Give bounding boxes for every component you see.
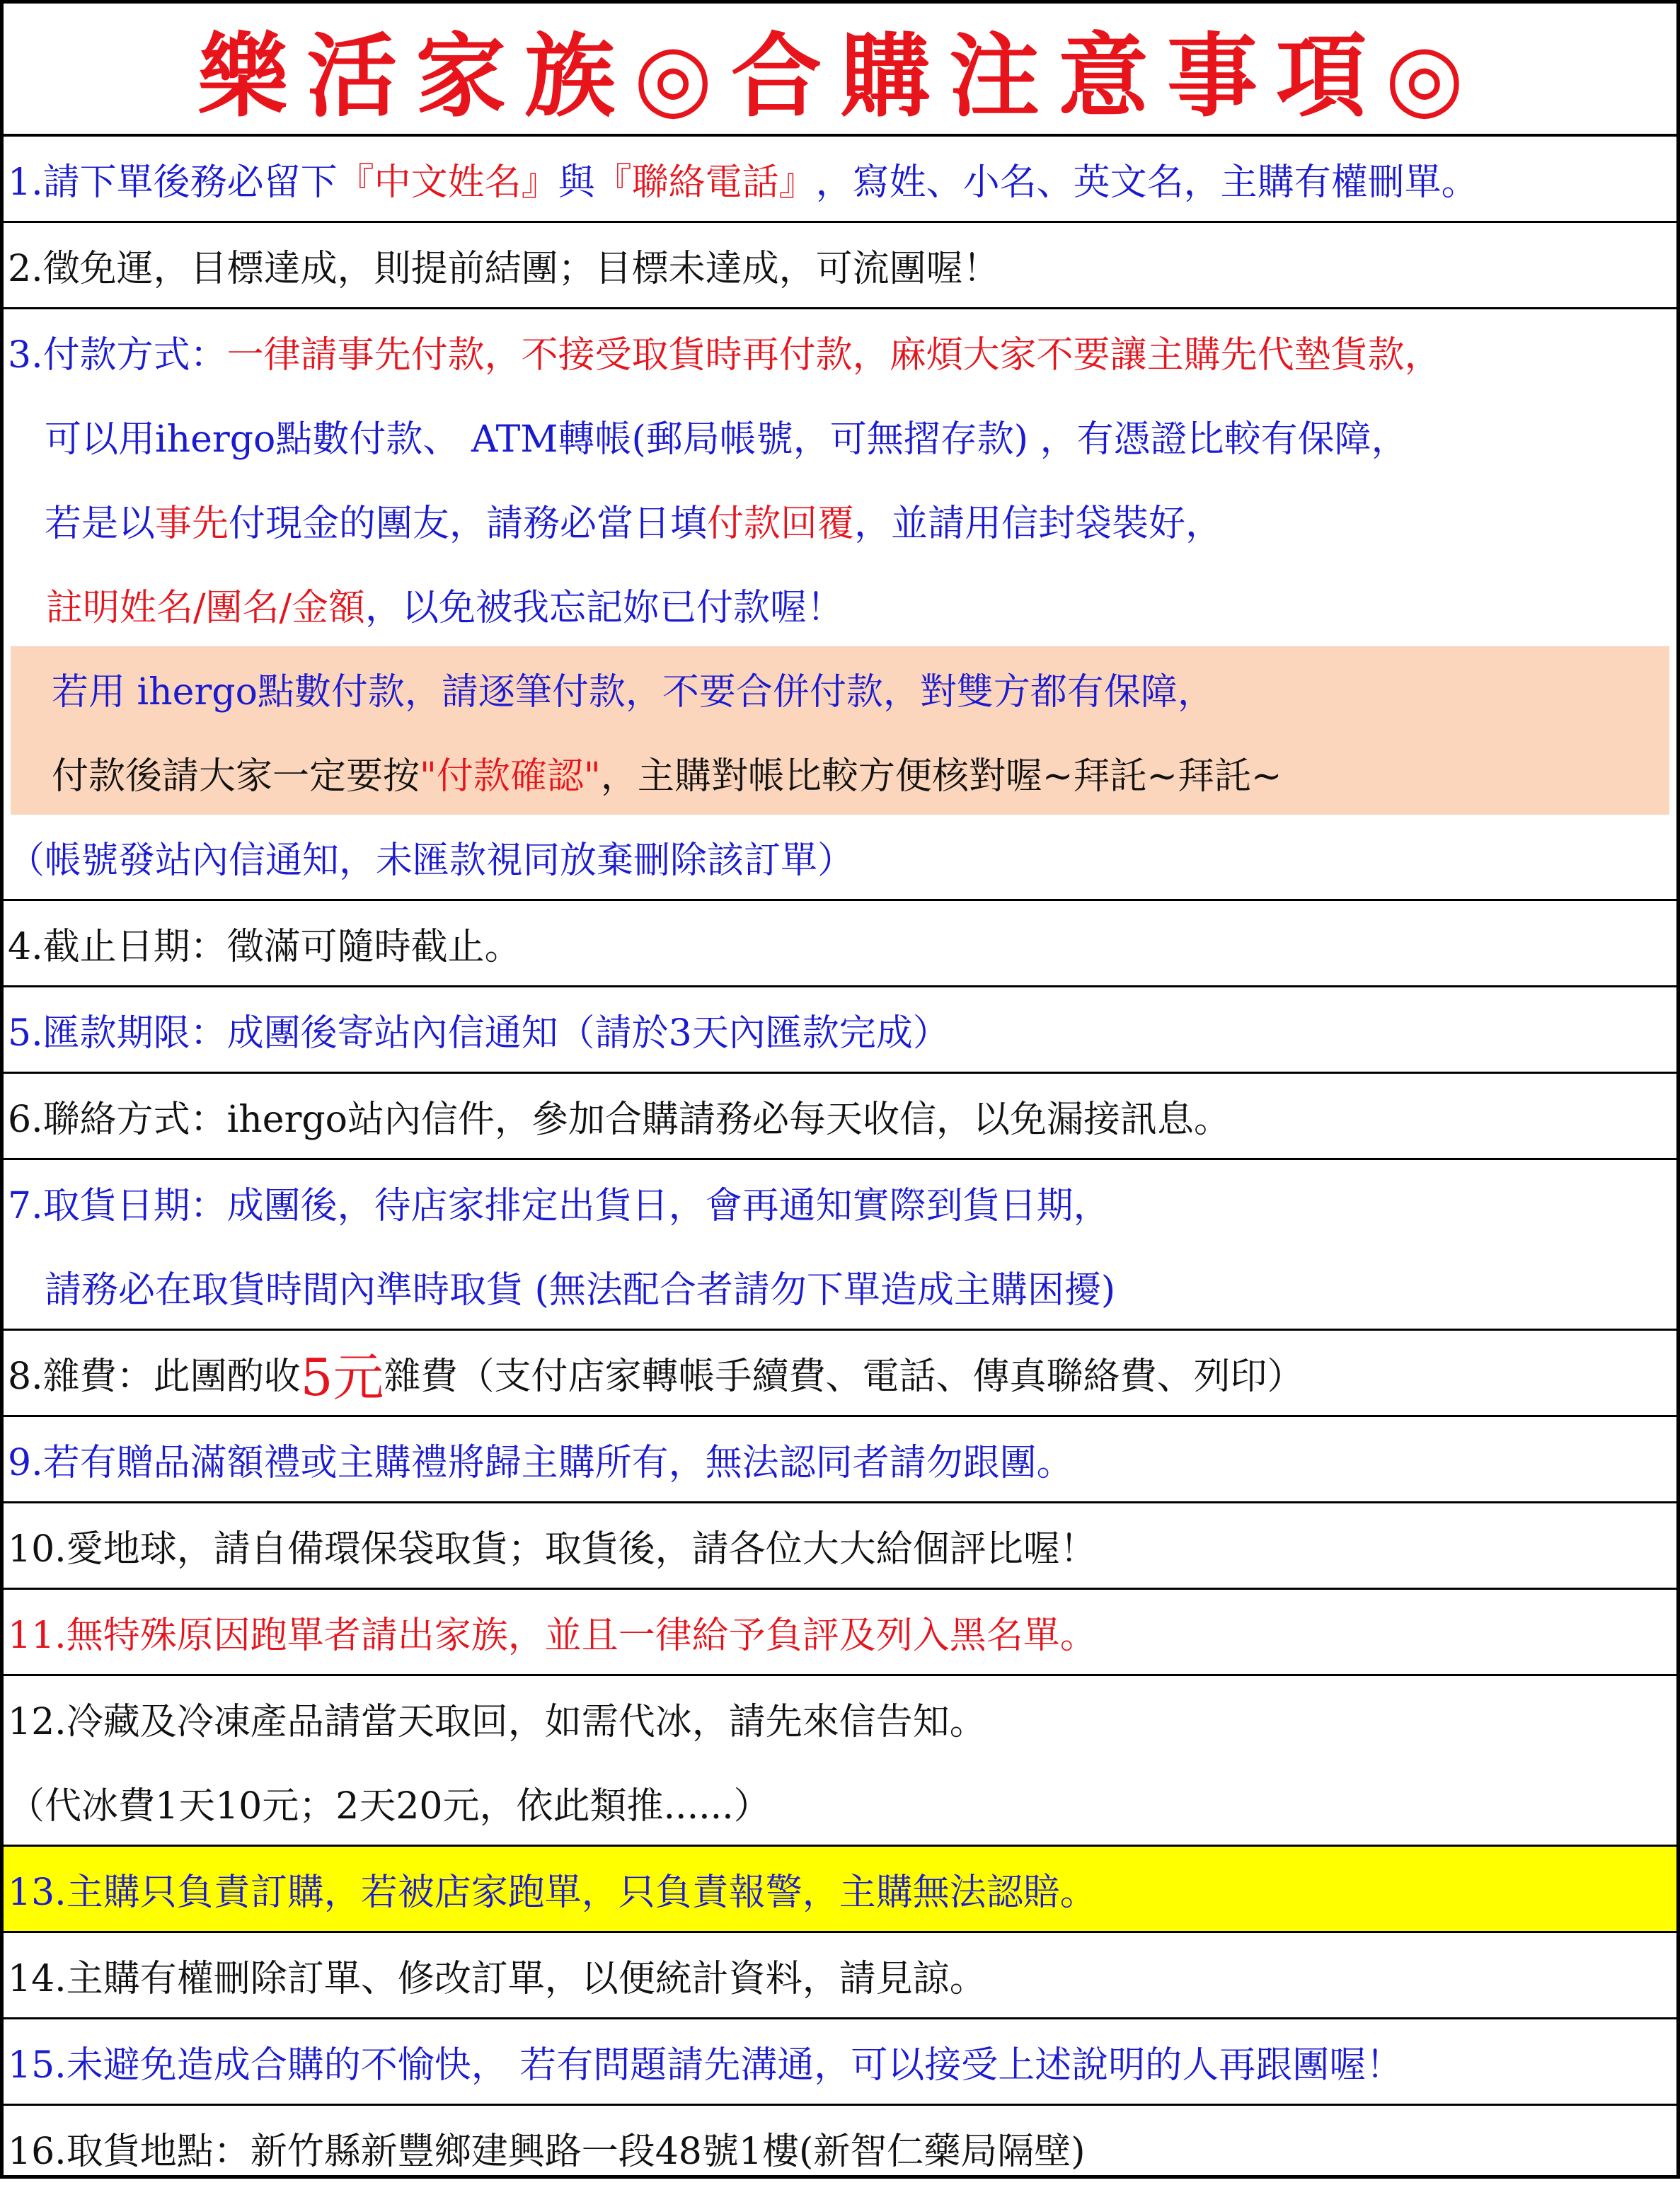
rule-3-line-6 xyxy=(11,730,1669,815)
rule-7-line-2: 請務必在取貨時間內準時取貨 (無法配合者請勿下單造成主購困擾) xyxy=(45,1269,1116,1312)
rule-9 xyxy=(4,1417,1676,1503)
rule-3-l4a: 註明姓名/團名/金額 xyxy=(46,587,366,629)
rule-5 xyxy=(4,987,1676,1074)
rule-3-label: 3.付款方式： xyxy=(8,334,227,377)
rule-3-line-5: 若用 ihergo點數付款，請逐筆付款，不要合併付款，對雙方都有保障， xyxy=(52,671,1214,713)
rule-1-tail: ，寫姓、小名、英文名，主購有權刪單。 xyxy=(815,161,1478,204)
rule-3-l6b: "付款確認" xyxy=(420,755,601,798)
rule-3-l3c: 付現金的團友，請務必當日填 xyxy=(229,503,708,545)
rule-1-line xyxy=(4,137,1676,221)
rule-13-line: 13.主購只負責訂購，若被店家跑單，只負責報警，主購無法認賠。 xyxy=(8,1871,1097,1914)
rule-3-l3b: 事先 xyxy=(155,503,229,545)
rule-10-line: 10.愛地球，請自備環保袋取貨；取貨後，請各位大大給個評比喔！ xyxy=(8,1528,1097,1571)
rule-3-highlight xyxy=(11,646,1669,815)
rule-1-phone: 『聯絡電話』 xyxy=(594,161,816,204)
rule-3-prepay: 一律請事先付款，不接受取貨時再付款，麻煩大家不要讓主購先代墊貨款， xyxy=(226,334,1442,377)
rule-6-line: 6.聯絡方式：ihergo站內信件，參加合購請務必每天收信，以免漏接訊息。 xyxy=(8,1099,1231,1141)
rule-2 xyxy=(4,223,1676,309)
rule-8-fee: 5元 xyxy=(300,1347,384,1407)
rule-14 xyxy=(4,1933,1676,2019)
rule-3-line-2: 可以用ihergo點數付款、 ATM轉帳(郵局帳號，可無摺存款) ，有憑證比較有保障， xyxy=(45,418,1408,461)
rule-3-line-1 xyxy=(4,309,1676,394)
rule-1-and: 與 xyxy=(558,161,595,204)
rule-13 xyxy=(4,1847,1676,1933)
rule-1-text: 1.請下單後務必留下 xyxy=(8,161,338,204)
rule-10 xyxy=(4,1503,1676,1590)
rule-3-l3d: 付款回覆 xyxy=(707,503,855,545)
rule-4 xyxy=(4,901,1676,987)
rule-1 xyxy=(4,137,1676,223)
rule-12-line-1: 12.冷藏及冷凍產品請當天取回，如需代冰，請先來信告知。 xyxy=(8,1701,986,1743)
rule-11-line: 11.無特殊原因跑單者請出家族，並且一律給予負評及列入黑名單。 xyxy=(8,1615,1097,1657)
rule-16 xyxy=(4,2106,1676,2190)
rule-3-l3e: ，並請用信封袋裝好， xyxy=(854,503,1223,545)
rule-3-l4b: ，以免被我忘記妳已付款喔！ xyxy=(365,587,844,629)
rule-12 xyxy=(4,1676,1676,1847)
rule-4-line: 4.截止日期：徵滿可隨時截止。 xyxy=(8,926,522,968)
rule-11 xyxy=(4,1590,1676,1676)
rule-15-line: 15.未避免造成合購的不愉快， 若有問題請先溝通，可以接受上述說明的人再跟團喔！ xyxy=(8,2044,1403,2087)
rule-12-line-2: （代冰費1天10元；2天20元，依此類推......） xyxy=(8,1785,771,1828)
rule-3 xyxy=(4,309,1676,901)
rule-1-chinese-name: 『中文姓名』 xyxy=(337,161,558,204)
rule-2-line: 2.徵免運，目標達成，則提前結團；目標未達成，可流團喔！ xyxy=(8,248,1000,290)
rule-3-line-7: （帳號發站內信通知，未匯款視同放棄刪除該訂單） xyxy=(8,839,855,882)
rule-8 xyxy=(4,1331,1676,1417)
rule-15 xyxy=(4,2019,1676,2106)
rule-8-text: 8.雜費：此團酌收 xyxy=(8,1355,301,1398)
rule-3-line-3 xyxy=(4,478,1676,562)
rule-3-l6c: ，主購對帳比較方便核對喔~拜託~拜託~ xyxy=(600,755,1282,798)
rule-3-line-4 xyxy=(4,562,1676,646)
rule-7-line-1: 7.取貨日期：成團後，待店家排定出貨日，會再通知實際到貨日期， xyxy=(8,1185,1110,1227)
rule-8-line xyxy=(4,1331,1676,1415)
rule-3-l6a: 付款後請大家一定要按 xyxy=(52,755,420,798)
rule-14-line: 14.主購有權刪除訂單、修改訂單，以便統計資料，請見諒。 xyxy=(8,1958,986,2000)
rule-9-line: 9.若有贈品滿額禮或主購禮將歸主購所有，無法認同者請勿跟團。 xyxy=(8,1442,1074,1484)
rule-16-line: 16.取貨地點：新竹縣新豐鄉建興路一段48號1樓(新智仁藥局隔壁) xyxy=(8,2131,1086,2173)
page-title: 樂活家族◎合購注意事項◎ xyxy=(4,4,1676,137)
rule-3-l3a: 若是以 xyxy=(45,503,156,545)
rule-7 xyxy=(4,1160,1676,1331)
rule-8-tail: 雜費（支付店家轉帳手續費、電話、傳真聯絡費、列印） xyxy=(384,1355,1304,1398)
rule-5-line: 5.匯款期限：成團後寄站內信通知（請於3天內匯款完成） xyxy=(8,1012,950,1055)
rule-6 xyxy=(4,1074,1676,1160)
